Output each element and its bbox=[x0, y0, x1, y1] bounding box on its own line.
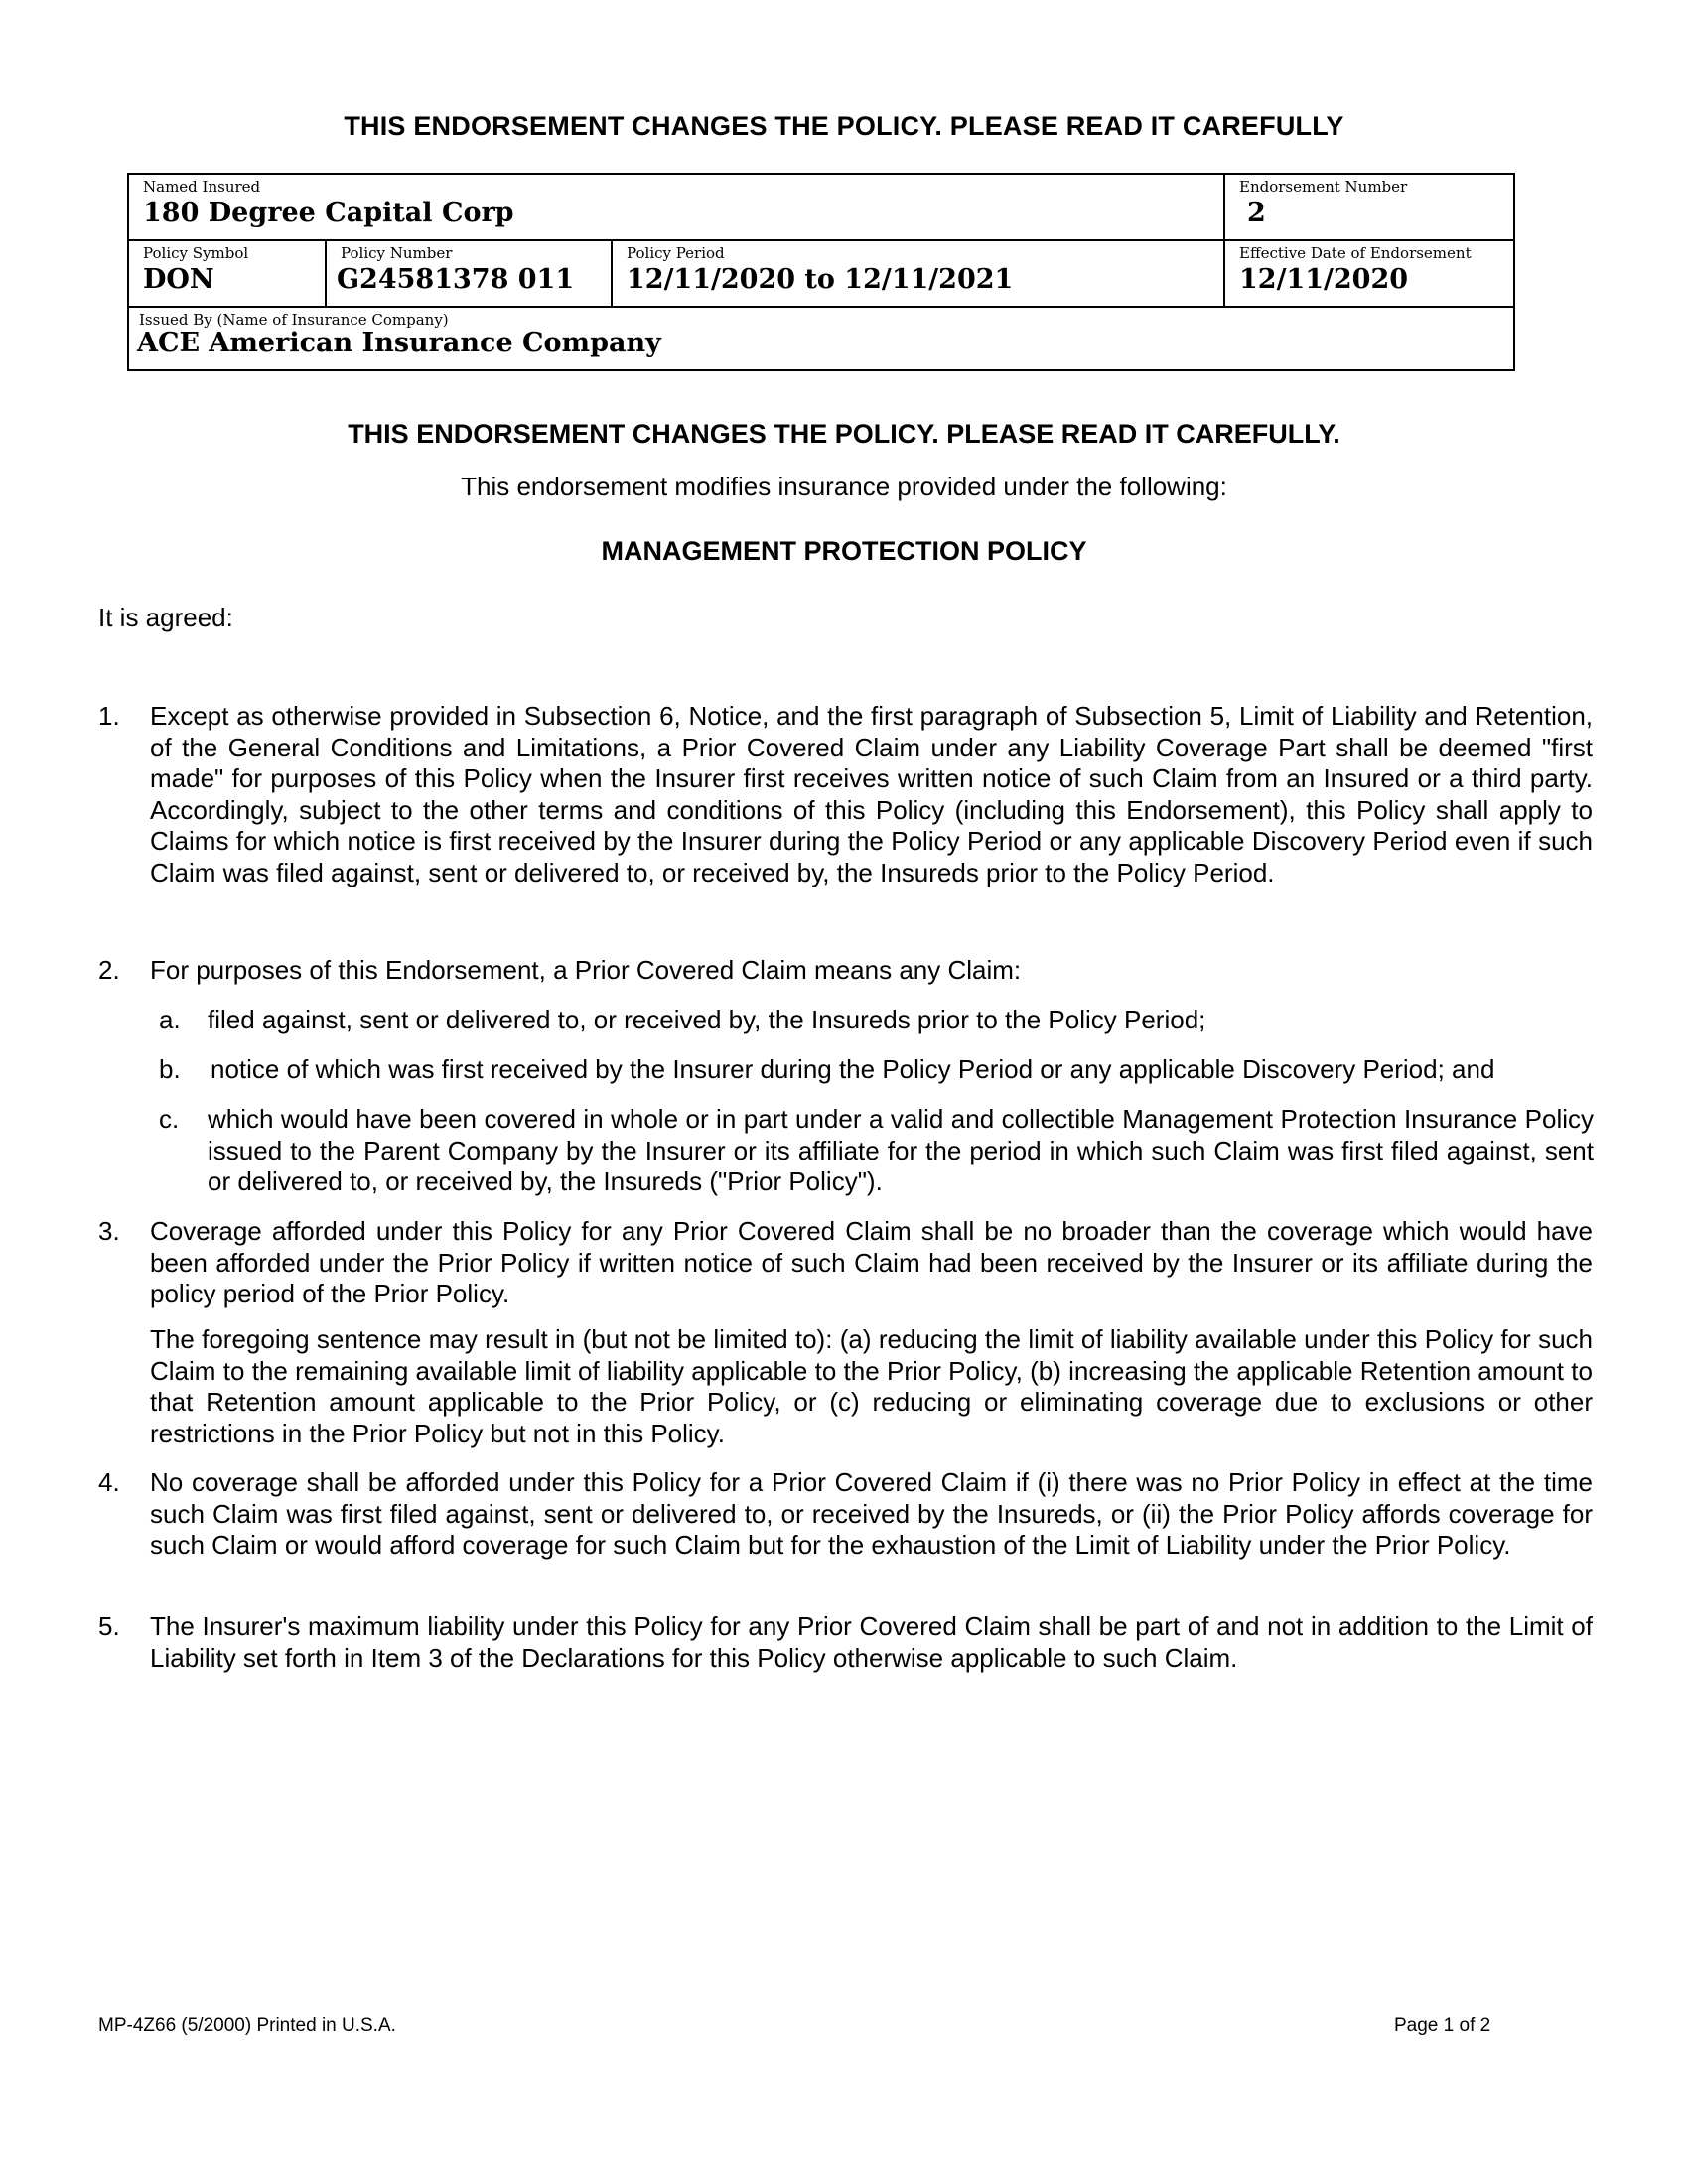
policy-number-cell bbox=[325, 241, 611, 306]
sub-item-letter: a. bbox=[159, 1005, 181, 1034]
effective-date-value: 12/11/2020 bbox=[1239, 264, 1409, 295]
item-number: 3. bbox=[98, 1216, 120, 1246]
header-title: THIS ENDORSEMENT CHANGES THE POLICY. PLEASE READ IT CAREFULLY bbox=[344, 111, 1344, 141]
policy-symbol-label: Policy Symbol bbox=[143, 244, 249, 262]
sub-item-letter: c. bbox=[159, 1104, 180, 1134]
issued-by-cell bbox=[129, 308, 1513, 369]
item-text-continued: The foregoing sentence may result in (but not be limited to): (a) reducing the limit of liability available under this Policy for such Claim to the remaining available limit of liability applicable to the Prior Policy, (b) increasing the applicable Retention amount to that Retention amount applicable to the Prior Policy, or (c) reducing or eliminating coverage due to exclusions or other restrictions in the Prior Policy but not in this Policy. bbox=[150, 1324, 1593, 1448]
intro-text: This endorsement modifies insurance provided under the following: bbox=[461, 472, 1227, 501]
policy-period-cell bbox=[611, 241, 1223, 306]
issued-by-label: Issued By (Name of Insurance Company) bbox=[139, 311, 449, 329]
item-number: 5. bbox=[98, 1611, 120, 1641]
policy-number-label: Policy Number bbox=[341, 244, 453, 262]
policy-symbol-value: DON bbox=[143, 264, 214, 295]
policy-period-value: 12/11/2020 to 12/11/2021 bbox=[627, 264, 1014, 295]
policy-symbol-cell bbox=[129, 241, 325, 306]
named-insured-cell bbox=[129, 175, 1223, 239]
named-insured-label: Named Insured bbox=[143, 178, 261, 196]
page-number: Page 1 of 2 bbox=[1394, 2015, 1491, 2036]
agreed-text: It is agreed: bbox=[98, 603, 233, 632]
endorsement-number-label: Endorsement Number bbox=[1239, 178, 1408, 196]
effective-date-label: Effective Date of Endorsement bbox=[1239, 244, 1472, 262]
item-number: 1. bbox=[98, 701, 120, 731]
item-number: 2. bbox=[98, 955, 120, 985]
info-row-1 bbox=[129, 175, 1513, 241]
item-text: Coverage afforded under this Policy for any Prior Covered Claim shall be no broader than the coverage which would have been afforded under the Prior Policy if written notice of such Claim had been received by the Insurer or its affiliate during the policy period of the Prior Policy. bbox=[150, 1216, 1593, 1309]
item-text: For purposes of this Endorsement, a Prior Covered Claim means any Claim: bbox=[150, 955, 1022, 985]
sub-item-text: which would have been covered in whole or in part under a valid and collectible Management Protection Insurance Policy issued to the Parent Company by the Insurer or its affiliate for the period in which such Claim was first filed against, sent or delivered to, or received by, the Insureds ("Prior Policy"). bbox=[208, 1104, 1594, 1197]
sub-item-letter: b. bbox=[159, 1054, 181, 1084]
form-number: MP-4Z66 (5/2000) Printed in U.S.A. bbox=[98, 2015, 396, 2036]
info-row-2 bbox=[129, 241, 1513, 308]
endorsement-notice-title: THIS ENDORSEMENT CHANGES THE POLICY. PLEASE READ IT CAREFULLY. bbox=[348, 419, 1340, 449]
sub-item-text: filed against, sent or delivered to, or received by, the Insureds prior to the Policy Period; bbox=[208, 1005, 1206, 1034]
item-text: Except as otherwise provided in Subsection 6, Notice, and the first paragraph of Subsection 5, Limit of Liability and Retention, of the General Conditions and Limitations, a Prior Covered Claim under any Liability Coverage Part shall be deemed "first made" for purposes of this Policy when the Insurer first receives written notice of such Claim from an Insured or a third party. Accordingly, subject to the other terms and conditions of this Policy (including this Endorsement), this Policy shall apply to Claims for which notice is first received by the Insurer during the Policy Period or any applicable Discovery Period even if such Claim was filed against, sent or delivered to, or received by, the Insureds prior to the Policy Period. bbox=[150, 701, 1593, 887]
item-text: No coverage shall be afforded under this Policy for a Prior Covered Claim if (i) there was no Prior Policy in effect at the time such Claim was first filed against, sent or delivered to, or received by the Insureds, or (ii) the Prior Policy affords coverage for such Claim or would afford coverage for such Claim but for the exhaustion of the Limit of Liability under the Prior Policy. bbox=[150, 1467, 1593, 1561]
policy-info-box bbox=[127, 173, 1515, 371]
endorsement-number-value: 2 bbox=[1247, 198, 1266, 228]
item-number: 4. bbox=[98, 1467, 120, 1497]
endorsement-number-cell bbox=[1223, 175, 1513, 239]
policy-period-label: Policy Period bbox=[627, 244, 725, 262]
info-row-3 bbox=[129, 308, 1513, 369]
effective-date-cell bbox=[1223, 241, 1513, 306]
issued-by-value: ACE American Insurance Company bbox=[137, 328, 661, 358]
policy-name-heading: MANAGEMENT PROTECTION POLICY bbox=[601, 536, 1087, 566]
policy-number-value: G24581378 011 bbox=[337, 264, 575, 295]
named-insured-value: 180 Degree Capital Corp bbox=[143, 198, 514, 228]
sub-item-text: notice of which was first received by the Insurer during the Policy Period or any applicable Discovery Period; and bbox=[211, 1054, 1495, 1084]
item-text: The Insurer's maximum liability under this Policy for any Prior Covered Claim shall be part of and not in addition to the Limit of Liability set forth in Item 3 of the Declarations for this Policy otherwise applicable to such Claim. bbox=[150, 1611, 1593, 1673]
